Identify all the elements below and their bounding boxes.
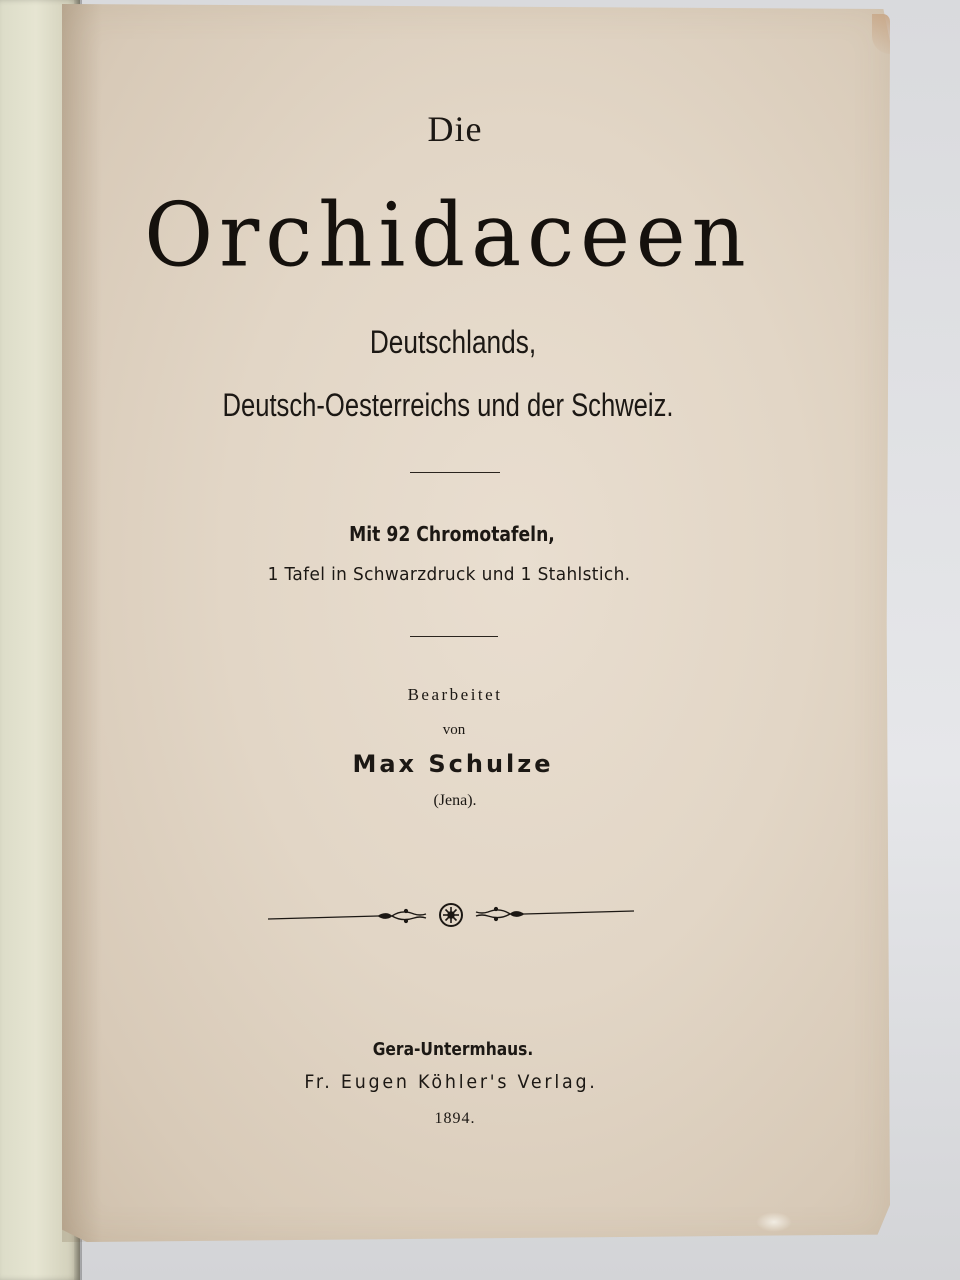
publication-place: Gera-Untermhaus.	[372, 1039, 534, 1060]
author-place: (Jena).	[433, 792, 477, 809]
publisher-name: Fr. Eugen Köhler's Verlag.	[304, 1071, 598, 1093]
floral-rosette-divider-icon	[266, 898, 636, 934]
title-article: Die	[427, 109, 483, 149]
page-bottom-tear	[756, 1212, 792, 1232]
divider-rule	[410, 472, 500, 473]
book-title: Orchidaceen	[144, 183, 752, 287]
by-label: von	[442, 722, 466, 738]
author-name: Max Schulze	[352, 750, 554, 778]
subtitle-line-2: Deutsch-Oesterreichs und der Schweiz.	[222, 387, 674, 423]
plates-line-1: Mit 92 Chromotafeln,	[349, 522, 555, 546]
subtitle-line-1: Deutschlands,	[369, 324, 537, 360]
publication-year: 1894.	[434, 1110, 476, 1127]
plates-line-2: 1 Tafel in Schwarzdruck und 1 Stahlstich.	[267, 564, 631, 585]
edited-label: Bearbeitet	[407, 685, 503, 704]
divider-rule	[410, 636, 498, 637]
